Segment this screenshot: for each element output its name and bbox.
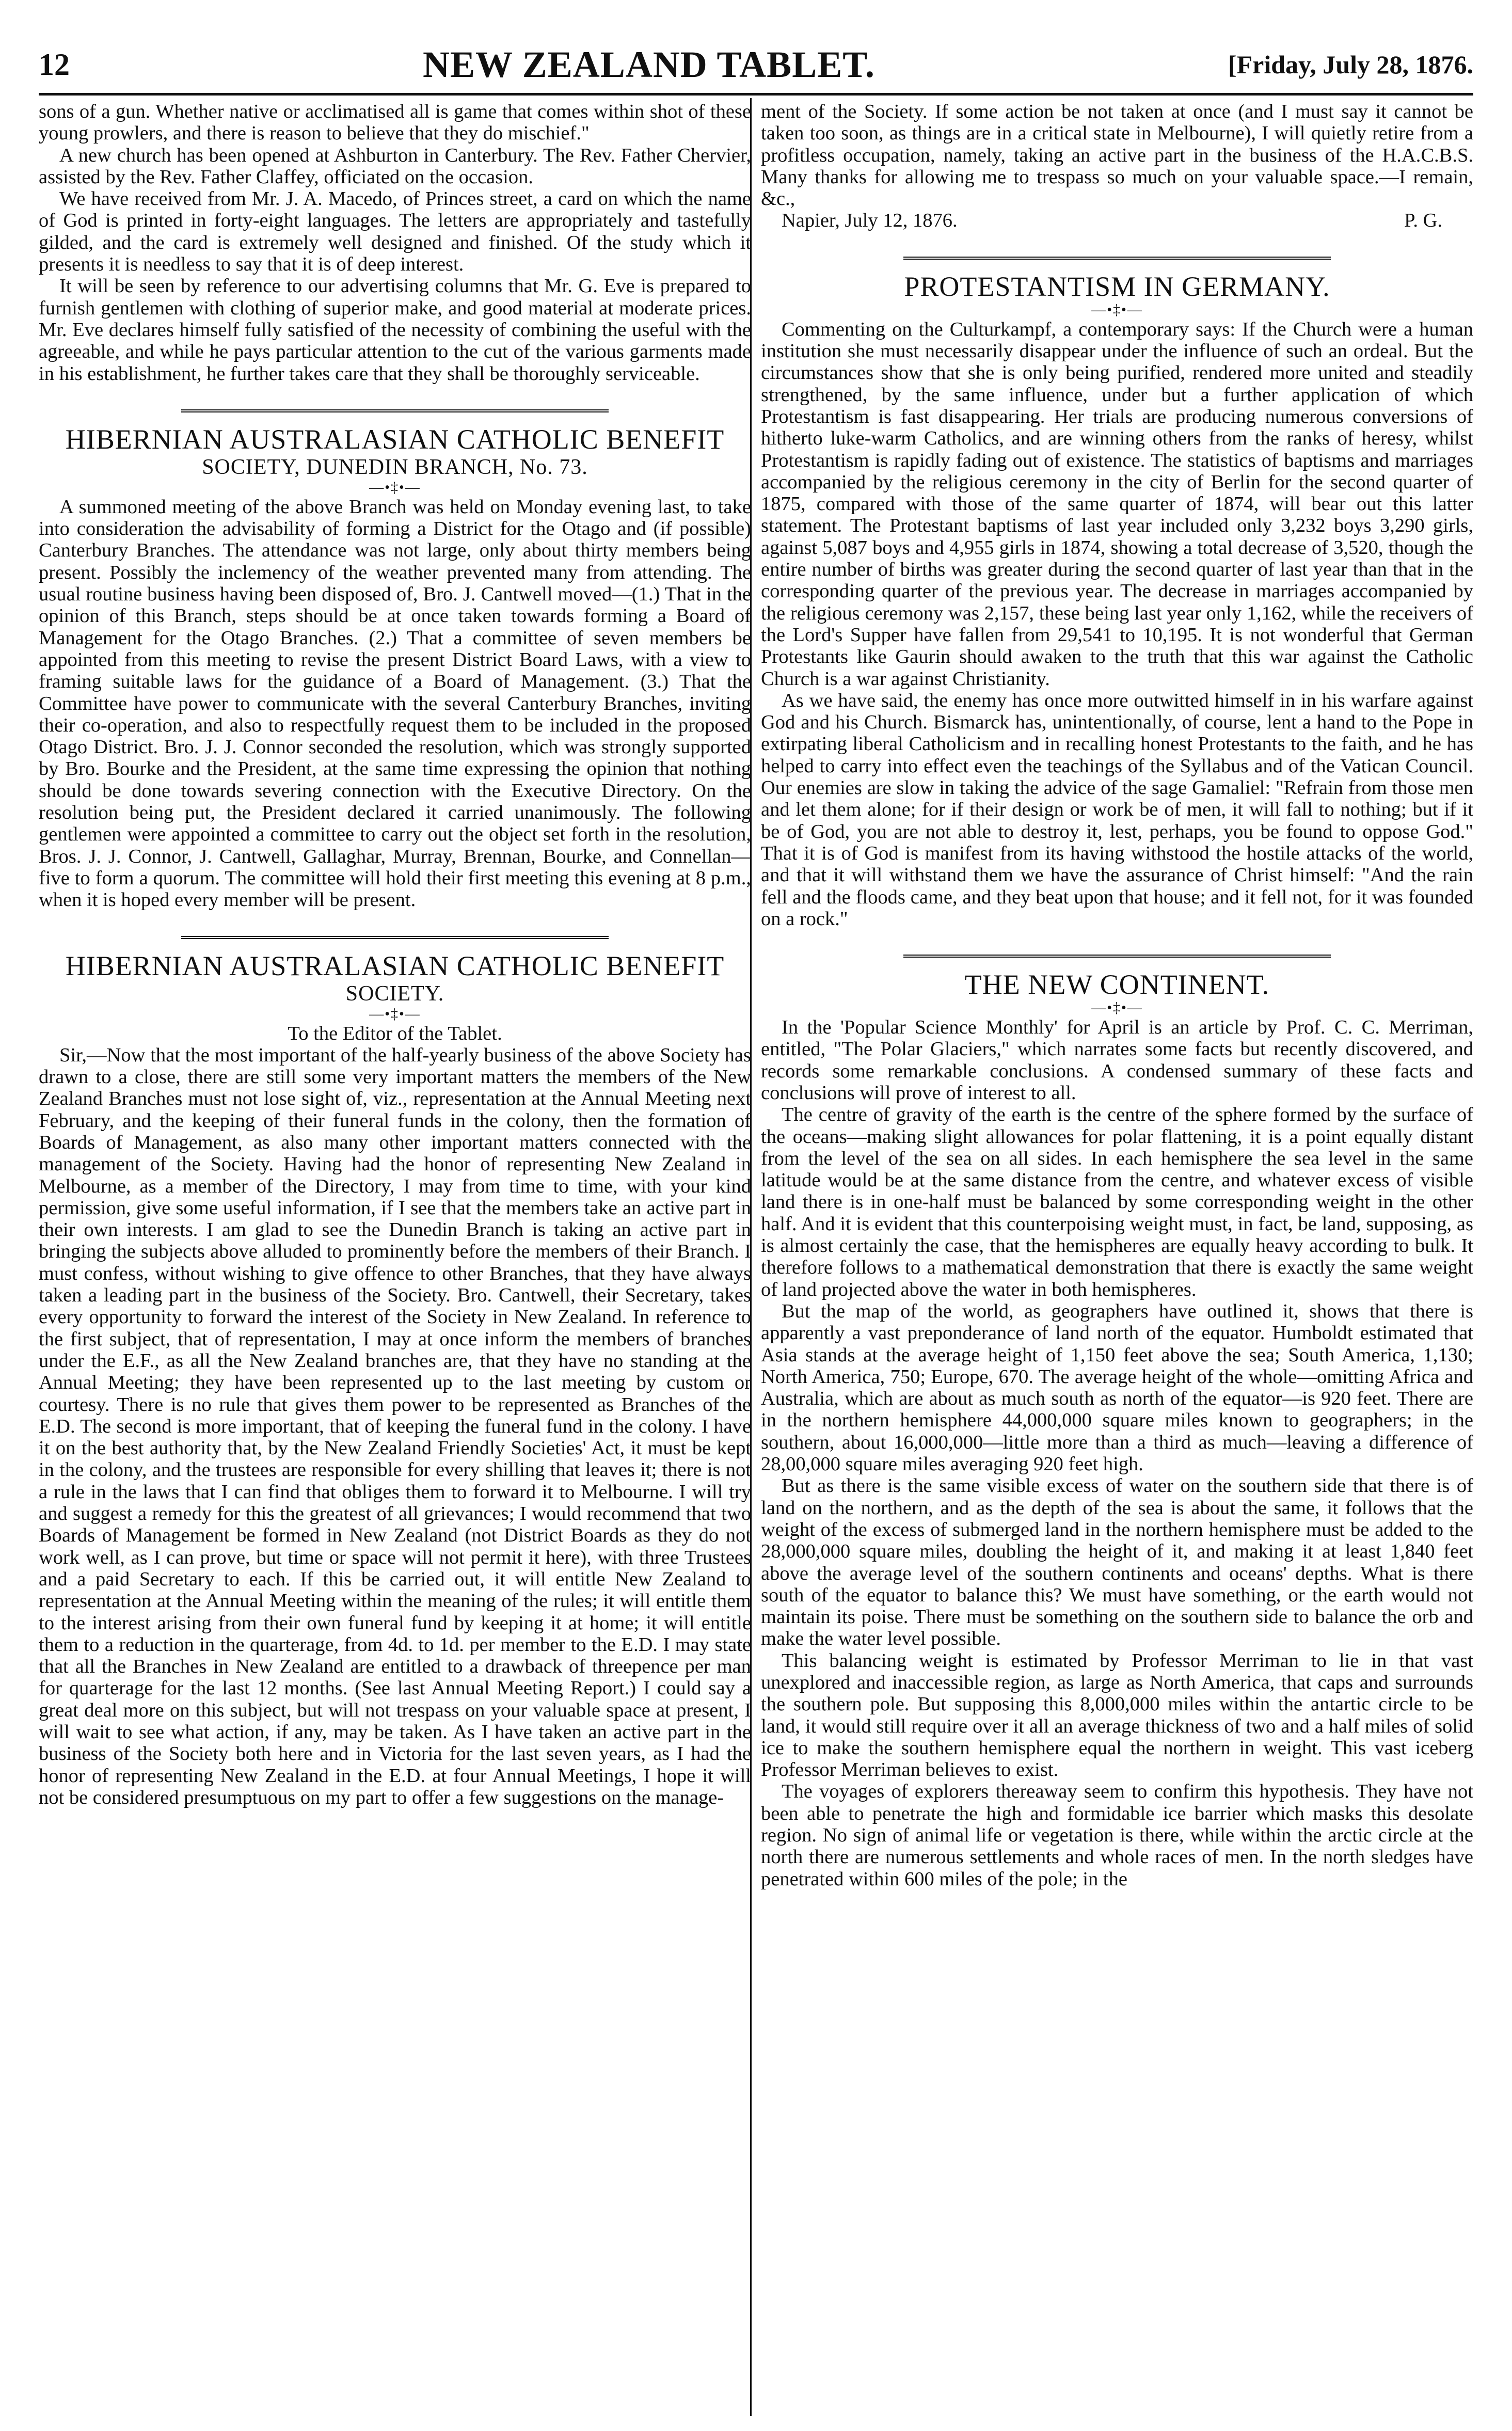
ornament: —•‡•— [1091,1000,1143,1016]
article-paragraph: But as there is the same visible excess of water on the southern side that there is of land on the northern, and as the depth of the sea is about the same, it follows that the weight of the excess of submerged land in the northern hemisphere must be added to the 28,000,000 square miles, doubling the height of it, and making it at least 1,840 feet above the average level of the southern continents and oceans' depths. What is there south of the equator to balance this? We must have something, or the earth would not maintain its poise. There must be something on the southern side to balance the orb and make the water level possible. [761,1475,1473,1650]
intro-paragraph: sons of a gun. Whether native or acclimatised all is game that comes within shot of these young prowlers, and there is reason to believe that they do mischief." [39,101,751,145]
page-number: 12 [39,47,70,82]
article-body: A summoned meeting of the above Branch was held on Monday evening last, to take into consideration the advisability of forming a District for the Otago and (if possible) Canterbury Branches. The attendance was not large, only about thirty members being present. Possibly the inclemency of the weather prevented many from attending. The usual routine business having been disposed of, Bro. J. Cantwell moved—(1.) That in the opinion of this Branch, steps should be at once taken towards forming a Board of Management for the Otago Branches. (2.) That a committee of seven members be appointed from this meeting to revise the present District Board Laws, with a view to framing suitable laws for the guidance of a Board of Management. (3.) That the Committee have power to communicate with the several Canterbury Branches, inviting their co-operation, and also to respectfully request them to be included in the proposed Otago District. Bro. J. J. Connor seconded the resolution, which was strongly supported by Bro. Bourke and the President, at the same time expressing the opinion that nothing should be done towards severing connection with the Executive Directory. On the resolution being put, the President declared it carried unanimously. The following gentlemen were appointed a committee to carry out the object set forth in the resolution, Bros. J. J. Connor, J. Cantwell, Gallaghar, Murray, Brennan, Bourke, and Connellan—five to form a quorum. The committee will hold their first meeting this evening at 8 p.m., when it is hoped every member will be present. [39,496,751,911]
masthead [39,36,1473,96]
left-column [39,101,751,1808]
article-paragraph: In the 'Popular Science Monthly' for April is an article by Prof. C. C. Merriman, entitled, "The Polar Glaciers," which narrates some facts but recently discovered, and records some remarkable conclusions. A condensed summary of these facts and conclusions will prove of interest to all. [761,1016,1473,1104]
article-paragraph: Commenting on the Culturkampf, a contemporary says: If the Church were a human institution she must necessarily disappear under the influence of such an ordeal. But the circumstances show that she is only being purified, rendered more united and steadily strengthened, by the same influence, under but a further application of which Protestantism is fast disappearing. Her trials are producing numerous conversions of hitherto luke-warm Catholics, and are winning others from the ranks of heresy, whilst Protestantism is rapidly fading out of existence. The statistics of baptisms and marriages accompanied by the religious ceremony in the city of Berlin for the second quarter of 1875, compared with those of the same quarter of 1874, will bear out this latter statement. The Protestant baptisms of last year included only 3,232 boys 3,290 girls, against 5,087 boys and 4,955 girls in 1874, showing a total decrease of 3,520, though the entire number of births was greater during the second quarter of last year than that in the corresponding quarter of the previous year. The decrease in marriages accompanied by the religious ceremony was 2,157, these being last year only 1,162, while the receivers of the Lord's Supper have fallen from 29,541 to 10,195. It is not wonderful that German Protestants like Gaurin should awaken to the truth that this war against the Catholic Church is a war against Christianity. [761,318,1473,690]
intro-paragraph: It will be seen by reference to our advertising columns that Mr. G. Eve is prepared to furnish gentlemen with clothing of superior make, and good material at moderate prices. Mr. Eve declares himself fully satisfied of the necessity of combining the useful with the agreeable, and while he pays particular attention to the cut of the various garments made in his establishment, he further takes care that they shall be thoroughly serviceable. [39,275,751,385]
article-paragraph: The voyages of explorers thereaway seem to confirm this hypothesis. They have not been able to penetrate the high and formidable ice barrier which masks this desolate region. No sign of animal life or vegetation is there, while within the arctic circle at the north there are numerous settlements and whole races of men. In the north sledges have penetrated within 600 miles of the pole; in the [761,1781,1473,1890]
ornament: —•‡•— [369,479,421,496]
publication-title: NEW ZEALAND TABLET. [423,43,875,85]
article-body: Sir,—Now that the most important of the half-yearly business of the above Society has drawn to a close, there are still some very important matters the members of the New Zealand Branches must not lose sight of, viz., representation at the Annual Meeting next February, and the keeping of their funeral funds in the colony, then the formation of Boards of Management, as also many other important matters connected with the management of the Society. Having had the honor of representing New Zealand in Melbourne, as a member of the Directory, I may from time to time, with your kind permission, give some useful information, if I see that the members take an active part in their own interests. I am glad to see the Dunedin Branch is taking an active part in bringing the subjects above alluded to prominently before the members of their Branch. I must confess, without wishing to give offence to other Branches, that they have always taken a leading part in the business of the Society. Bro. Cantwell, their Secretary, takes every opportunity to forward the interest of the Society in New Zealand. In reference to the first subject, that of representation, I may at once inform the members of branches under the E.F., as all the New Zealand branches are, that they have no standing at the Annual Meeting; they have been represented up to the last meeting by custom or courtesy. There is no rule that gives them power to be represented as Branches of the E.D. The second is more important, that of keeping the funeral fund in the colony. I have it on the best authority that, by the New Zealand Friendly Societies' Act, it must be kept in the colony, and the trustees are responsible for every shilling that leaves it; there is not a rule in the laws that I can find that obliges them to forward it to Melbourne. I will try and suggest a remedy for this the greatest of all grievances; I would recommend that two Boards of Management be formed in New Zealand (not District Boards as they do not work well, as I can prove, but time or space will not permit it here), with three Trustees and a paid Secretary to each. If this be carried out, it will entitle New Zealand to representation at the Annual Meeting within the meaning of the rules; it will entitle them to the interest arising from their own funeral fund by keeping it at home; it will entitle them to a reduction in the quarterage, from 4d. to 1d. per member to the E.D. I may state that all the Branches in New Zealand are entitled to a drawback of threepence per man for quarterage for the last 12 months. (See last Annual Meeting Report.) I could say a great deal more on this subject, but will not trespass on your valuable space at present, I will wait to see what action, if any, may be taken. As I have taken an active part in the business of the Society both here and in Victoria for the last seven years, as I had the honor of representing New Zealand in the E.D. at four Annual Meetings, I hope it will not be considered presumptuous on my part to offer a few suggestions on the manage- [39,1044,751,1808]
article-paragraph: As we have said, the enemy has once more outwitted himself in in his warfare against God and his Church. Bismarck has, unintentionally, of course, lent a hand to the Pope in extirpating liberal Catholicism and in recalling honest Protestants to the faith, and he has helped to carry into effect even the teachings of the Syllabus and of the Vatican Council. Our enemies are slow in taking the advice of the sage Gamaliel: "Refrain from those men and let them alone; for if their design or work be of men, it will fall to nothing; but if it be of God, you are not able to destroy it, lest, perhaps, you be found to oppose God." That it is of God is manifest from its having withstood the hostile attacks of the world, and that it will withstand them we have the assurance of Christ himself: "And the rain fell and the floods came, and they beat upon that house; and it fell not, for it was founded on a rock." [761,689,1473,930]
intro-paragraph: A new church has been opened at Ashburton in Canterbury. The Rev. Father Chervier, assisted by the Rev. Father Claffey, officiated on the occasion. [39,144,751,188]
ornament: —•‡•— [1091,301,1143,318]
article-paragraph: But the map of the world, as geographers have outlined it, shows that there is apparently a vast preponderance of land north of the equator. Humboldt estimated that Asia stands at the average height of 1,150 feet above the sea; South America, 1,130; North America, 750; Europe, 670. The average height of the whole—omitting Africa and Australia, which are about as much south as north of the equator—is 920 feet. There are in the northern hemisphere 44,000,000 square miles known to geographers; in the southern, about 16,000,000—little more than a third as much—leaving a difference of 28,00,000 square miles averaging 920 feet high. [761,1300,1473,1475]
right-column [761,101,1473,1890]
intro-paragraph: We have received from Mr. J. A. Macedo, of Princes street, a card on which the name of God is printed in forty-eight languages. The letters are appropriately and tastefully gilded, and the card is extremely well designed and finished. Of the study which it presents it is needless to say that it is of deep interest. [39,188,751,276]
signoff-place: Napier, July 12, 1876. [782,210,958,232]
article-title: HIBERNIAN AUSTRALASIAN CATHOLIC BENEFIT [65,423,725,455]
article-paragraph: This balancing weight is estimated by Professor Merriman to lie in that vast unexplored and inaccessible region, as large as North America, that caps and surrounds the southern pole. But supposing this 8,000,000 miles within the antartic circle to be land, it would still require over it all an average thickness of two and a half miles of solid ice to make the southern hemisphere equal the northern in weight. This vast iceberg Professor Merriman believes to exist. [761,1649,1473,1781]
article-title: PROTESTANTISM IN GERMANY. [904,271,1330,302]
letter-address: To the Editor of the Tablet. [288,1022,502,1044]
letter-continuation: ment of the Society. If some action be not taken at once (and I must say it cannot be taken too soon, as things are in a critical state in Melbourne), I will quietly retire from a profitless occupation, namely, taking an active part in the business of the H.A.C.B.S. Many thanks for allowing me to trespass so much on your valuable space.—I remain, &c., [761,101,1473,210]
article-title: HIBERNIAN AUSTRALASIAN CATHOLIC BENEFIT [65,950,725,981]
article-subtitle: SOCIETY, DUNEDIN BRANCH, No. 73. [202,455,588,479]
article-paragraph: The centre of gravity of the earth is the centre of the sphere formed by the surface of the oceans—making slight allowances for polar flattening, it is a point equally distant from the level of the sea on all sides. In each hemisphere the sea level in the same latitude would be at the same distance from the centre, and whatever excess of visible land there is in one-half must be balanced by some corresponding weight in the other half. And it is evident that this counterpoising weight must, in fact, be land, supposing, as is almost certainly the case, that the hemispheres are equally heavy according to bulk. It therefore follows to a mathematical demonstration that there is exactly the same weight of land projected above the water in both hemispheres. [761,1104,1473,1300]
article-title: THE NEW CONTINENT. [964,969,1270,1000]
letter-signoff [761,210,1473,231]
signoff-initials: P. G. [1404,210,1442,232]
article-subtitle: SOCIETY. [345,981,444,1006]
ornament: —•‡•— [369,1006,421,1022]
issue-date: [Friday, July 28, 1876. [1228,50,1473,79]
